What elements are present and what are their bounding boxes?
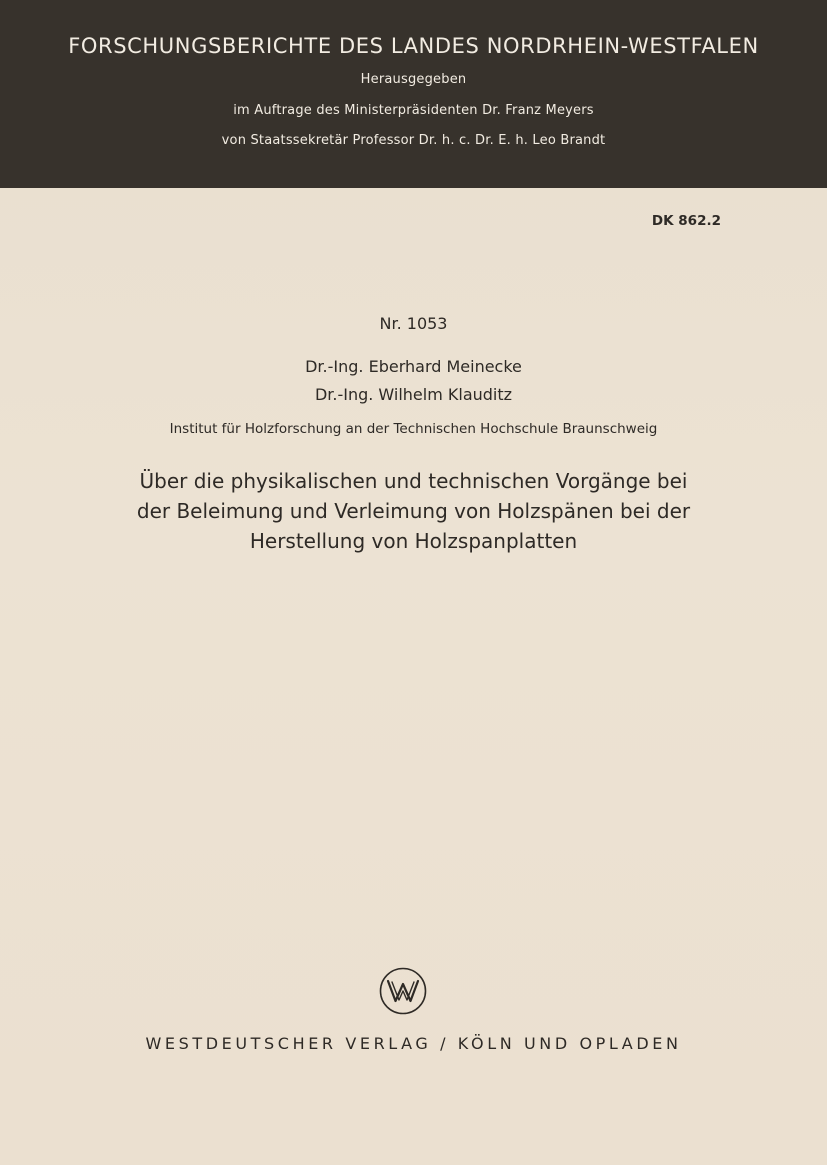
publisher: WESTDEUTSCHER VERLAG / KÖLN UND OPLADEN [145, 1034, 682, 1053]
westdeutscher-verlag-logo-icon [379, 967, 427, 1015]
series-header-band [0, 0, 827, 188]
report-number: Nr. 1053 [379, 314, 448, 333]
editor-line-3: von Staatssekretär Professor Dr. h. c. Dr. E. h. Leo Brandt [221, 133, 606, 148]
title-line-1: Über die physikalischen und technischen Vorgänge bei [139, 469, 688, 493]
editor-line-1: Herausgegeben [360, 72, 467, 87]
series-title: FORSCHUNGSBERICHTE DES LANDES NORDRHEIN-WESTFALEN [68, 34, 759, 58]
title-line-2: der Beleimung und Verleimung von Holzspänen bei der [136, 499, 691, 523]
title-line-3: Herstellung von Holzspanplatten [249, 529, 578, 553]
classification-code: DK 862.2 [651, 213, 721, 229]
institute: Institut für Holzforschung an der Technischen Hochschule Braunschweig [169, 421, 658, 437]
author-1: Dr.-Ing. Eberhard Meinecke [305, 357, 522, 376]
author-2: Dr.-Ing. Wilhelm Klauditz [314, 385, 513, 404]
editor-line-2: im Auftrage des Ministerpräsidenten Dr. Franz Meyers [233, 103, 594, 118]
book-title [0, 466, 827, 556]
